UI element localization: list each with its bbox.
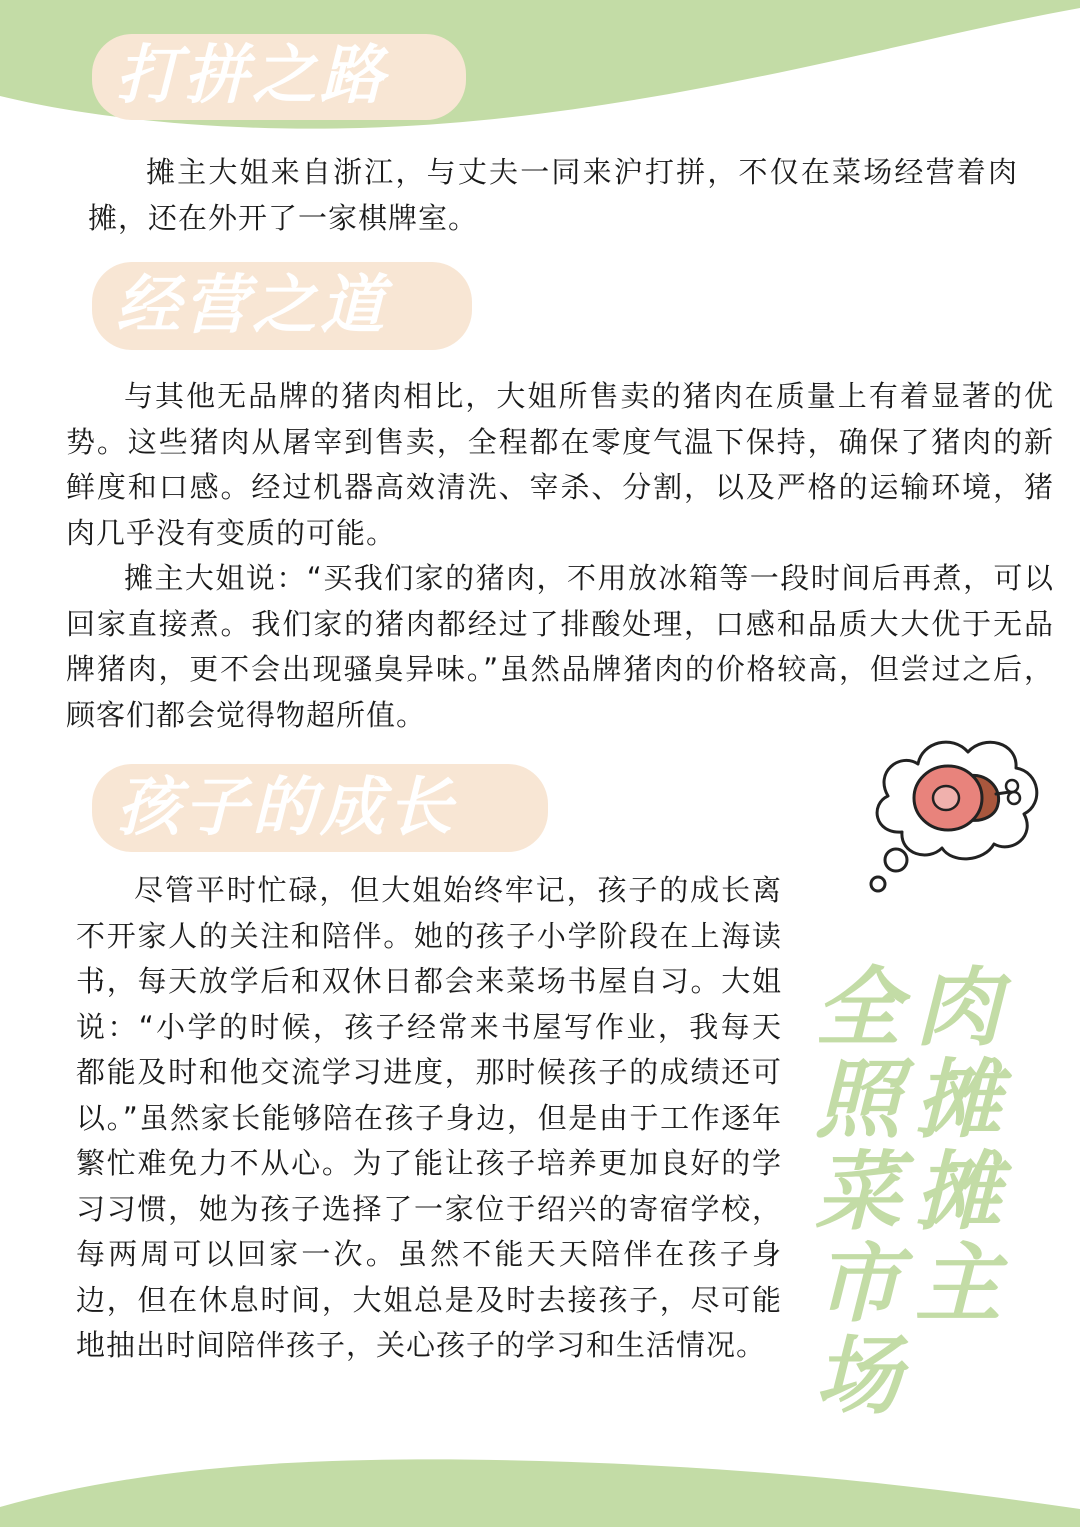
section-paragraph-1: 摊主大姐来自浙江，与丈夫一同来沪打拼，不仅在菜场经营着肉摊，还在外开了一家棋牌室。 (88, 155, 1018, 235)
vertical-title-column-1: 肉摊摊主 (900, 962, 1000, 1330)
section-title-3: 孩子的成长 (116, 771, 456, 845)
ham-thought-bubble-icon (852, 712, 1052, 902)
section-paragraph-2a: 与其他无品牌的猪肉相比，大姐所售卖的猪肉在质量上有着显著的优势。这些猪肉从屠宰到售卖，全程都在零度气温下保持，确保了猪肉的新鲜度和口感。经过机器高效清洗、宰杀、分割，以及严格的运输环境，猪肉几乎没有变质的可能。 (66, 379, 1054, 550)
section-title-1: 打拼之路 (116, 39, 388, 113)
section-paragraph-2b: 摊主大姐说：“买我们家的猪肉，不用放冰箱等一段时间后再煮，可以回家直接煮。我们家的猪肉都经过了排酸处理，口感和品质大大优于无品牌猪肉，更不会出现骚臭异味。”虽然品牌猪肉的价格较高，但尝过之后，顾客们都会觉得物超所值。 (66, 561, 1054, 732)
vertical-title-column-2: 全照菜市场 (800, 962, 900, 1422)
bottom-wave-decoration (0, 1447, 1080, 1527)
section-title-2: 经营之道 (116, 269, 388, 343)
section-paragraph-3: 尽管平时忙碌，但大姐始终牢记，孩子的成长离不开家人的关注和陪伴。她的孩子小学阶段在上海读书，每天放学后和双休日都会来菜场书屋自习。大姐说：“小学的时候，孩子经常来书屋写作业，我每天都能及时和他交流学习进度，那时候孩子的成绩还可以。”虽然家长能够陪在孩子身边，但是由于工作逐年繁忙难免力不从心。为了能让孩子培养更加良好的学习习惯，她为孩子选择了一家位于绍兴的寄宿学校，每两周可以回家一次。虽然不能天天陪伴在孩子身边，但在休息时间，大姐总是及时去接孩子，尽可能地抽出时间陪伴孩子，关心孩子的学习和生活情况。 (76, 873, 782, 1362)
